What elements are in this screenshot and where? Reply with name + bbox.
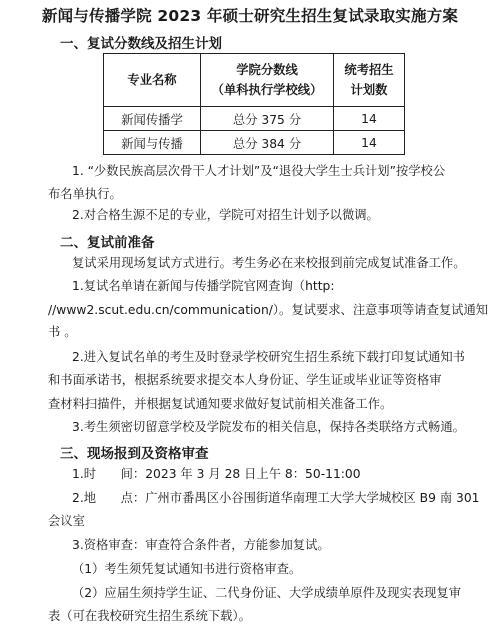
header-score-line2: （单科执行学校线） xyxy=(211,83,323,97)
paragraph-text: （1）考生须凭复试通知书进行资格审查。 xyxy=(72,562,302,576)
table-row xyxy=(104,107,405,131)
paragraph-text: 1.复试名单请在新闻与传播学院官网查询（http: xyxy=(72,279,335,293)
cell-score: 总分 384 分 xyxy=(201,131,334,155)
paragraph-text: 表（可在我校研究生招生系统下载）。 xyxy=(48,609,251,623)
paragraph-text: 2.进入复试名单的考生及时登录学校研究生招生系统下载打印复试通知书 xyxy=(72,350,465,364)
paragraph-text: 1. “少数民族高层次骨干人才计划”及“退役大学生士兵计划”按学校公 xyxy=(72,164,446,178)
cell-major: 新闻传播学 xyxy=(104,107,201,131)
cell-major: 新闻与传播 xyxy=(104,131,201,155)
paragraph-text: 复试采用现场复试方式进行。考生务必在来校报到前完成复试准备工作。 xyxy=(72,256,466,270)
paragraph-text: 3.考生须密切留意学校及学院发布的相关信息，保持各类联络方式畅通。 xyxy=(72,420,465,434)
paragraph-text: 书 。 xyxy=(48,325,77,339)
header-score-line1: 学院分数线 xyxy=(236,63,298,77)
paragraph-text: 2.对合格生源不足的专业，学院可对招生计划予以微调。 xyxy=(72,208,379,222)
score-plan-table xyxy=(103,53,405,155)
paragraph-text: 2.地 点：广州市番禺区小谷围街道华南理工大学大学城校区 B9 南 301 xyxy=(72,491,480,505)
paragraph-text: 布名单执行。 xyxy=(48,187,122,201)
paragraph-text: 和书面承诺书，根据系统要求提交本人身份证、学生证或毕业证等资格审 xyxy=(48,373,442,387)
cell-plan: 14 xyxy=(334,131,405,155)
section-heading-1: 一、复试分数线及招生计划 xyxy=(60,36,222,52)
cell-plan: 14 xyxy=(334,107,405,131)
header-plan xyxy=(334,54,405,107)
header-score xyxy=(201,54,334,107)
section-heading-3: 三、现场报到及资格审查 xyxy=(60,446,209,462)
document-title: 新闻与传播学院 2023 年硕士研究生招生复试录取实施方案 xyxy=(41,7,459,25)
paragraph-text: //www2.scut.edu.cn/communication/）。复试要求、注意事项等请查复试通知 xyxy=(48,303,489,317)
table-row xyxy=(104,131,405,155)
section-heading-2: 二、复试前准备 xyxy=(60,235,155,251)
table-header-row xyxy=(104,54,405,107)
header-major: 专业名称 xyxy=(104,54,201,107)
paragraph-text: 3.资格审查：审查符合条件者，方能参加复试。 xyxy=(72,538,330,552)
paragraph-text: （2）应届生须持学生证、二代身份证、大学成绩单原件及现实表现复审 xyxy=(72,586,462,600)
paragraph-text: 查材料扫描件，并根据复试通知要求做好复试前相关准备工作。 xyxy=(48,397,393,411)
cell-score: 总分 375 分 xyxy=(201,107,334,131)
header-plan-line2: 计划数 xyxy=(350,83,388,97)
paragraph-text: 1.时 间：2023 年 3 月 28 日上午 8：50-11:00 xyxy=(72,467,361,481)
paragraph-text: 会议室 xyxy=(48,514,85,528)
header-plan-line1: 统考招生 xyxy=(344,63,394,77)
